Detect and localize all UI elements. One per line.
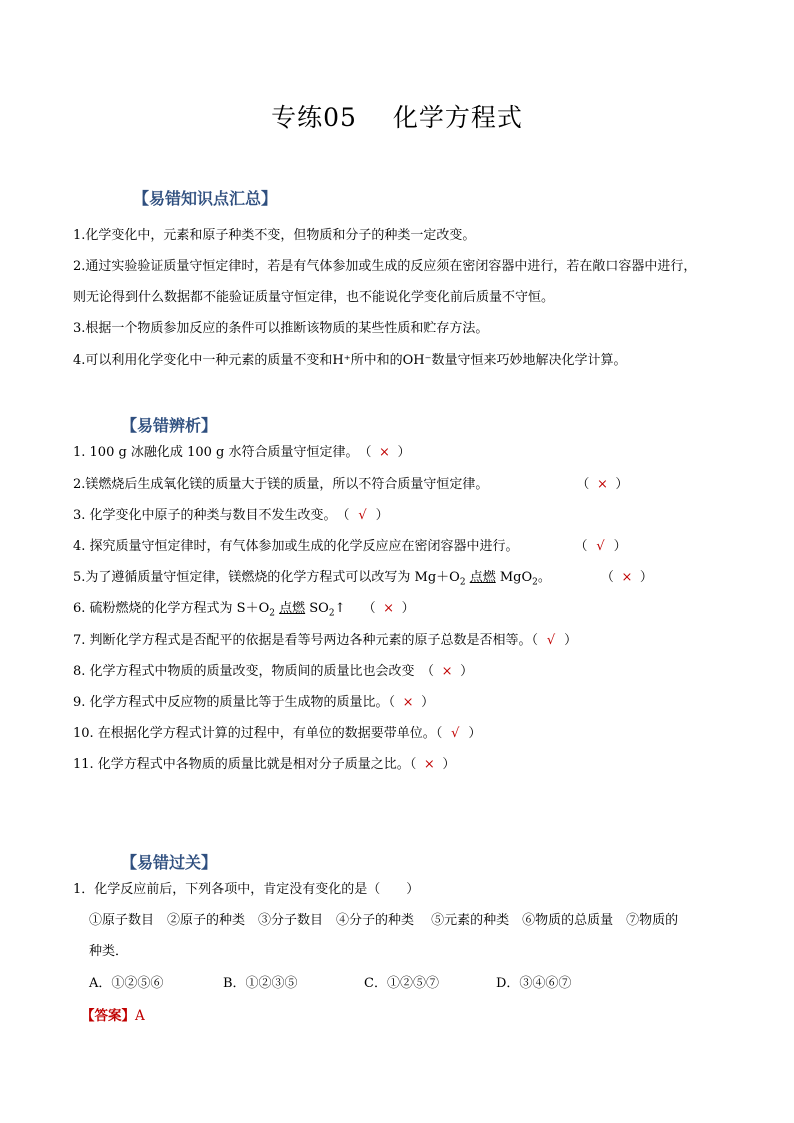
correct-mark: √ <box>596 539 605 554</box>
wrong-mark: × <box>596 477 608 492</box>
analysis-item: 11. 化学方程式中各物质的质量比就是相对分子质量之比。（ × ） <box>73 755 455 775</box>
wrong-mark: × <box>441 664 453 679</box>
analysis-item: 2.镁燃烧后生成氧化镁的质量大于镁的质量，所以不符合质量守恒定律。 （ × ） <box>73 475 628 495</box>
section-heading-pass: 【易错过关】 <box>121 853 218 872</box>
knowledge-item: 1.化学变化中，元素和原子种类不变，但物质和分子的种类一定改变。 <box>73 228 476 243</box>
title-topic: 化学方程式 <box>392 103 523 132</box>
analysis-item: 4. 探究质量守恒定律时，有气体参加或生成的化学反应应在密闭容器中进行。 （ √ ） <box>73 537 627 557</box>
correct-mark: √ <box>358 508 367 523</box>
question-items-line: 种类． <box>89 944 129 959</box>
title-series: 专练05 <box>271 103 357 132</box>
analysis-item: 7. 判断化学方程式是否配平的依据是看等号两边各种元素的原子总数是否相等。（ √ ） <box>73 631 577 651</box>
knowledge-item: 4.可以利用化学变化中一种元素的质量不变和H⁺所中和的OH⁻数量守恒来巧妙地解决化学计算。 <box>73 353 627 368</box>
answer <box>81 1004 145 1024</box>
wrong-mark: × <box>423 757 435 772</box>
option-d: D．③④⑥⑦ <box>496 976 572 991</box>
reaction-condition: 点燃 <box>469 570 496 585</box>
analysis-item: 3. 化学变化中原子的种类与数目不发生改变。 （ √ ） <box>73 506 389 526</box>
analysis-item: 5.为了遵循质量守恒定律，镁燃烧的化学方程式可以改写为 $Mg+O_2$ 点燃 MgO$_2$。 （ × ） <box>73 570 653 588</box>
option-a: A．①②⑤⑥ <box>89 976 164 991</box>
page-title <box>0 98 794 134</box>
analysis-item: 10. 在根据化学方程式计算的过程中，有单位的数据要带单位。（ √ ） <box>73 724 481 744</box>
knowledge-item: 3.根据一个物质参加反应的条件可以推断该物质的某些性质和贮存方法。 <box>73 321 489 336</box>
section-heading-analysis: 【易错辨析】 <box>121 416 218 435</box>
option-c: C．①②⑤⑦ <box>364 976 439 991</box>
answer-label: 【答案】 <box>81 1008 135 1024</box>
question-items-line: ①原子数目 ②原子的种类 ③分子数目 ④分子的种类 ⑤元素的种类 ⑥物质的总质量 ⑦物质的 <box>89 913 679 928</box>
option-b: B．①②③⑤ <box>223 976 298 991</box>
wrong-mark: × <box>379 445 390 460</box>
correct-mark: √ <box>546 633 556 648</box>
reaction-condition: 点燃 <box>279 601 306 616</box>
wrong-mark: × <box>383 601 395 616</box>
answer-value: A <box>135 1008 145 1024</box>
question-stem: 1．化学反应前后，下列各项中，肯定没有变化的是（ ） <box>73 882 420 897</box>
correct-mark: √ <box>451 726 460 741</box>
wrong-mark: × <box>402 695 414 710</box>
analysis-item: 1. 100 g 冰融化成 100 g 水符合质量守恒定律。 （ × ） <box>73 443 411 463</box>
knowledge-item: 则无论得到什么数据都不能验证质量守恒定律，也不能说化学变化前后质量不守恒。 <box>73 290 555 305</box>
section-heading-knowledge: 【易错知识点汇总】 <box>133 189 278 208</box>
knowledge-item: 2.通过实验验证质量守恒定律时，若是有气体参加或生成的反应须在密闭容器中进行，若在敞口容器中进行， <box>73 259 697 274</box>
analysis-item: 8. 化学方程式中物质的质量改变，物质间的质量比也会改变 （ × ） <box>73 662 473 682</box>
wrong-mark: × <box>621 570 633 585</box>
analysis-item: 6. 硫粉燃烧的化学方程式为 $S+O_2$ 点燃 $SO_2↑$ （ × ） <box>73 601 415 619</box>
analysis-item: 9. 化学方程式中反应物的质量比等于生成物的质量比。（ × ） <box>73 693 434 713</box>
